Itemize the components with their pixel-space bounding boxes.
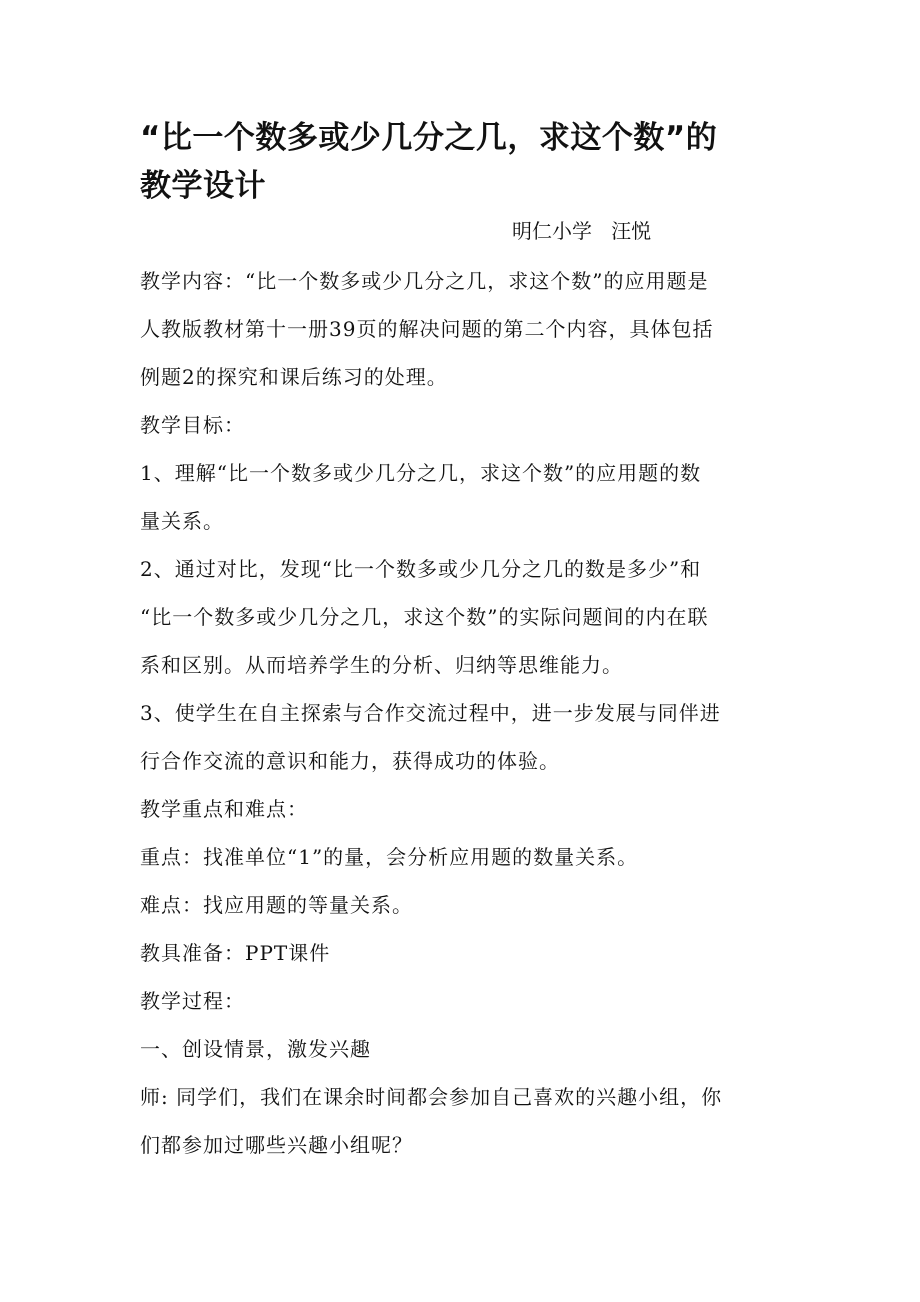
objective-2-line-1: 2、通过对比，发现“比一个数多或少几分之几的数是多少”和 <box>140 557 702 581</box>
author-line: 明仁小学 汪悦 <box>512 219 652 243</box>
teaching-content-line-1: 教学内容：“比一个数多或少几分之几，求这个数”的应用题是 <box>140 269 709 293</box>
objective-3-line-1: 3、使学生在自主探索与合作交流过程中，进一步发展与同伴进 <box>140 701 721 725</box>
document-title-line-1: “比一个数多或少几分之几，求这个数”的 <box>140 120 718 156</box>
objective-2-line-3: 系和区别。从而培养学生的分析、归纳等思维能力。 <box>140 653 623 677</box>
section-1-heading: 一、创设情景，激发兴趣 <box>140 1037 371 1061</box>
key-points-heading: 教学重点和难点： <box>140 797 308 821</box>
objectives-heading: 教学目标： <box>140 413 245 437</box>
document-title-line-2: 教学设计 <box>140 168 266 204</box>
teaching-process-heading: 教学过程： <box>140 989 245 1013</box>
teaching-content-line-2: 人教版教材第十一册39页的解决问题的第二个内容，具体包括 <box>140 317 714 341</box>
teaching-aids-line: 教具准备：PPT课件 <box>140 941 331 965</box>
teacher-speech-line-1: 师: 同学们，我们在课余时间都会参加自己喜欢的兴趣小组，你 <box>140 1085 723 1109</box>
objective-1-line-2: 量关系。 <box>140 509 224 533</box>
difficult-point-line: 难点：找应用题的等量关系。 <box>140 893 413 917</box>
key-point-line: 重点：找准单位“1”的量，会分析应用题的数量关系。 <box>140 845 639 869</box>
objective-2-line-2: “比一个数多或少几分之几，求这个数”的实际问题间的内在联 <box>140 605 709 629</box>
teaching-content-line-3: 例题2的探究和课后练习的处理。 <box>140 365 448 389</box>
objective-3-line-2: 行合作交流的意识和能力，获得成功的体验。 <box>140 749 560 773</box>
objective-1-line-1: 1、理解“比一个数多或少几分之几，求这个数”的应用题的数 <box>140 461 702 485</box>
teacher-speech-line-2: 们都参加过哪些兴趣小组呢？ <box>140 1133 413 1157</box>
